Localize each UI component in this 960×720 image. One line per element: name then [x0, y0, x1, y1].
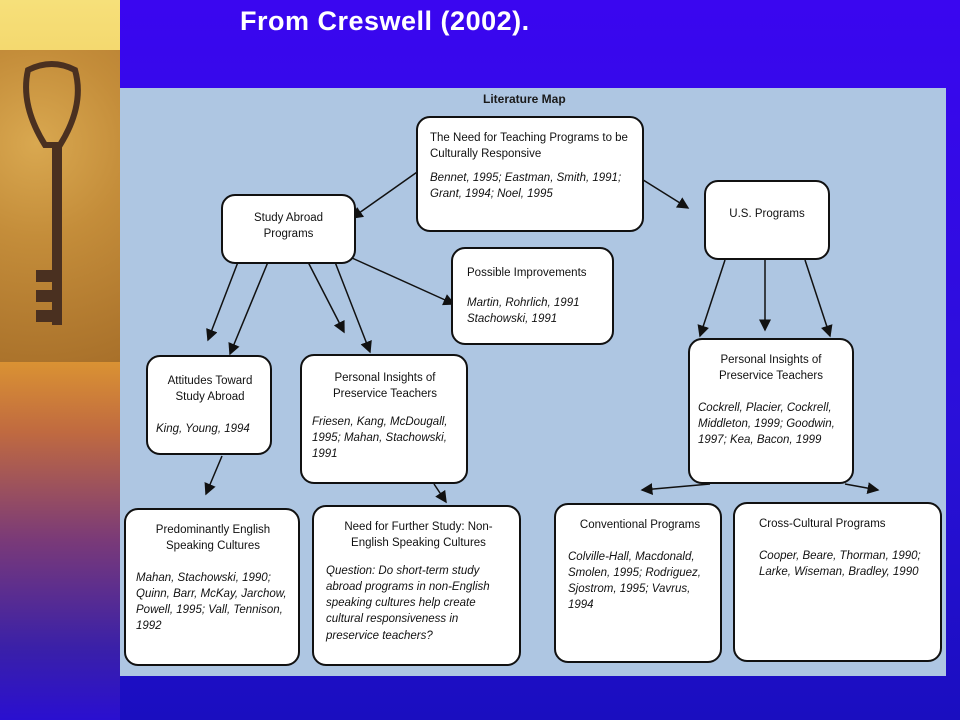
node-possible-improvements: [451, 247, 614, 345]
node-refs: Bennet, 1995; Eastman, Smith, 1991; Grant, 1994; Noel, 1995: [430, 172, 622, 201]
node-head: Attitudes Toward Study Abroad: [167, 375, 253, 404]
node-head: The Need for Teaching Programs to be Culturally Responsive: [430, 132, 628, 161]
node-head: Possible Improvements: [467, 267, 587, 279]
map-title: Literature Map: [483, 92, 566, 106]
node-conventional: [554, 503, 722, 663]
node-refs: Cockrell, Placier, Cockrell, Middleton, 1999; Goodwin, 1997; Kea, Bacon, 1999: [698, 402, 835, 447]
node-head: U.S. Programs: [729, 208, 805, 220]
node-attitudes: [146, 355, 272, 455]
node-further-study: [312, 505, 521, 666]
node-teaching-programs: [416, 116, 644, 232]
node-refs: Mahan, Stachowski, 1990; Quinn, Barr, McKay, Jarchow, Powell, 1995; Vall, Tennison, 1992: [136, 572, 287, 633]
node-refs: Friesen, Kang, McDougall, 1995; Mahan, Stachowski, 1991: [312, 416, 448, 461]
node-study-abroad: [221, 194, 356, 264]
node-head: Need for Further Study: Non-English Speaking Cultures: [344, 521, 493, 550]
node-head: Cross-Cultural Programs: [759, 518, 886, 530]
node-english-cultures: [124, 508, 300, 666]
node-head: Conventional Programs: [579, 519, 701, 531]
node-head: Personal Insights of Preservice Teachers: [333, 372, 437, 401]
node-us-programs: [704, 180, 830, 260]
node-head: Study Abroad Programs: [253, 212, 324, 241]
node-insights-abroad: [300, 354, 468, 484]
node-refs: Question: Do short-term study abroad programs in non-English speaking cultures help create cultural responsiveness in preservice teachers?: [326, 565, 490, 642]
slide-title: From Creswell (2002).: [240, 6, 530, 36]
node-head: Personal Insights of Preservice Teachers: [719, 354, 823, 383]
node-refs: Colville-Hall, Macdonald, Smolen, 1995; Rodriguez, Sjostrom, 1995; Vavrus, 1994: [568, 551, 701, 612]
node-refs: Cooper, Beare, Thorman, 1990; Larke, Wiseman, Bradley, 1990: [759, 550, 921, 579]
node-insights-us: [688, 338, 854, 484]
node-refs: King, Young, 1994: [156, 423, 250, 436]
node-head: Predominantly English Speaking Cultures: [155, 524, 271, 553]
node-refs: Martin, Rohrlich, 1991 Stachowski, 1991: [467, 297, 580, 326]
node-cross-cultural: [733, 502, 942, 662]
